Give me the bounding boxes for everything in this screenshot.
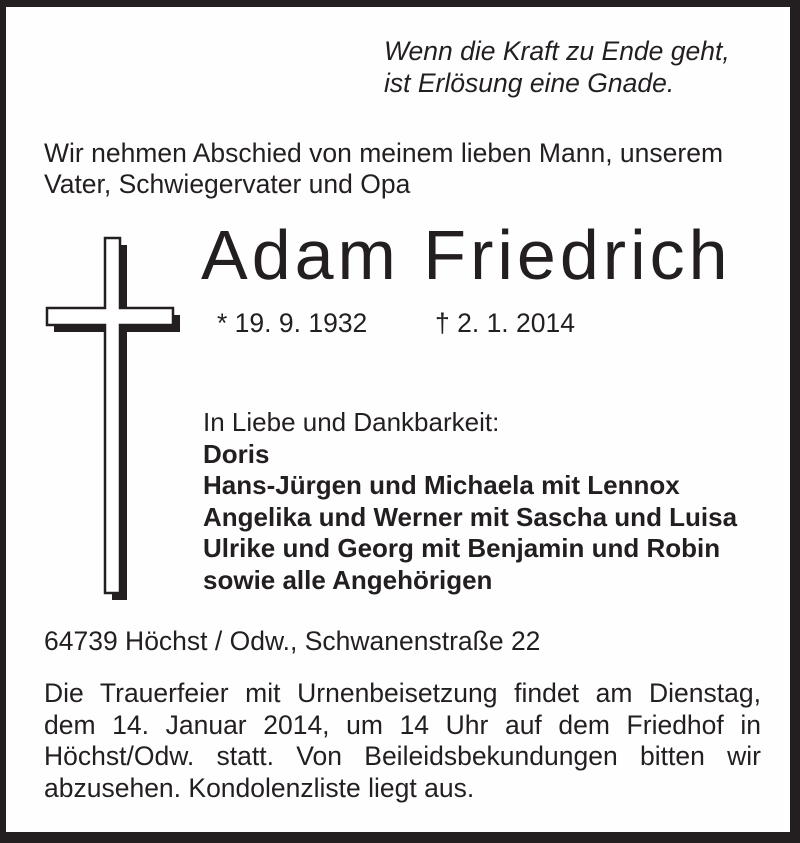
deceased-name: Adam Friedrich (201, 216, 732, 294)
mourner-line: Hans-Jürgen und Michaela mit Lennox (203, 470, 680, 500)
mourner-line: Angelika und Werner mit Sascha und Luisa (203, 501, 738, 532)
epigraph-line-1: Wenn die Kraft zu Ende geht, (384, 36, 730, 66)
life-dates (217, 306, 637, 342)
birth-date: * 19. 9. 1932 (217, 308, 368, 338)
mourner-line: Doris (203, 438, 270, 469)
mourners-heading: In Liebe und Dankbarkeit: (203, 407, 500, 437)
intro-text: Wir nehmen Abschied von meinem lieben Mann, unserem Vater, Schwiegervater und Opa (44, 138, 724, 199)
epigraph (384, 36, 730, 99)
mourner-line: Ulrike und Georg mit Benjamin und Robin (203, 533, 721, 563)
death-date: † 2. 1. 2014 (435, 308, 575, 338)
epigraph-line-2: ist Erlösung eine Gnade. (384, 67, 675, 98)
funeral-notice: Die Trauerfeier mit Urnenbeisetzung findet am Dienstag, dem 14. Januar 2014, um 14 Uhr auf dem Friedhof in Höchst/Odw. statt. Von Beileidsbekundungen bitten wir abzusehen. Kondolenzliste liegt aus. (44, 678, 761, 803)
mourner-line: sowie alle Angehörigen (203, 564, 493, 595)
mourners-block (203, 407, 737, 596)
memorial-cross-icon (40, 228, 190, 608)
address-line: 64739 Höchst / Odw., Schwanenstraße 22 (44, 626, 541, 656)
